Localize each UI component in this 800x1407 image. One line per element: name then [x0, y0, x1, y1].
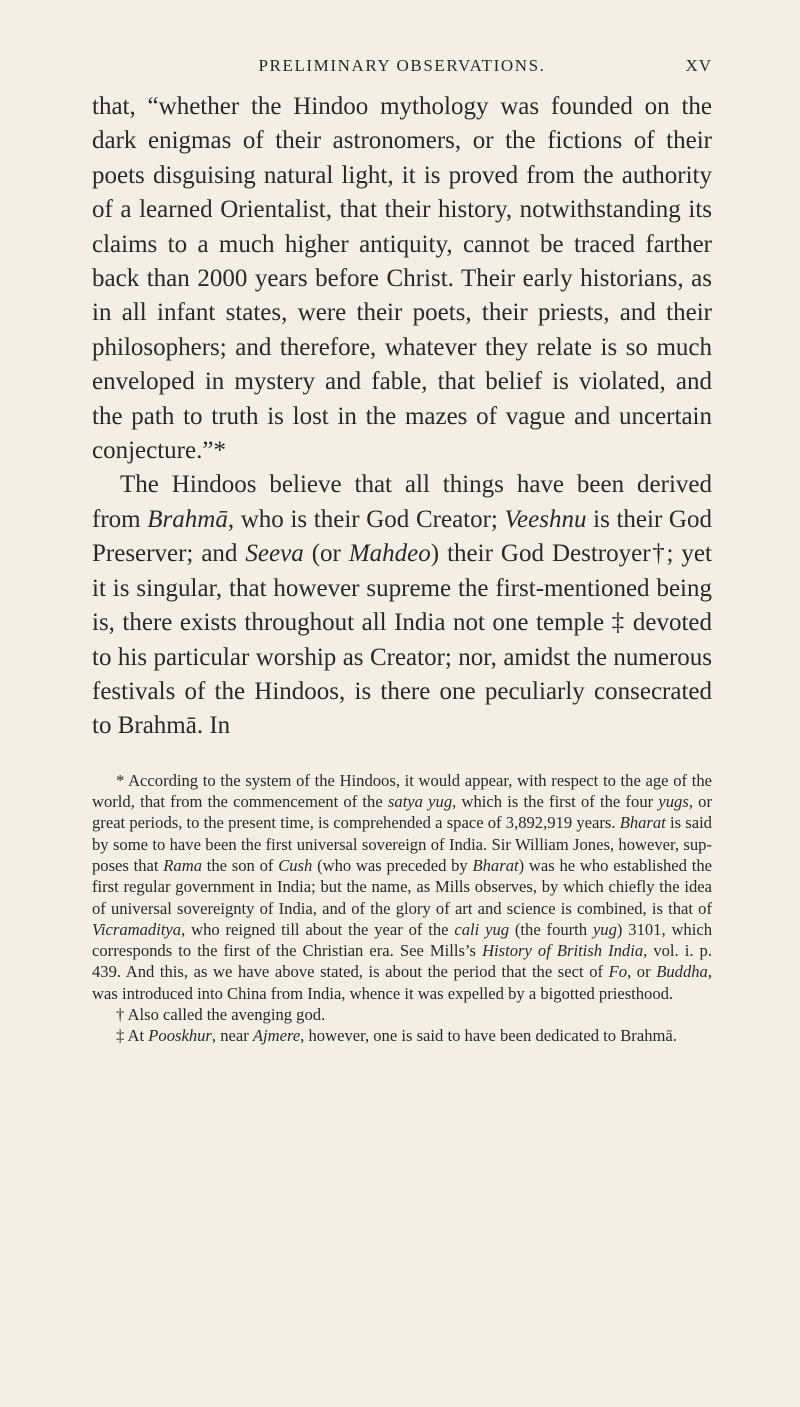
term-mahdeo: Mahdeo: [348, 540, 431, 568]
term-brahma: Brahmā: [147, 505, 228, 533]
body-text: [92, 90, 712, 744]
term-seeva: Seeva: [245, 540, 304, 568]
term-veeshnu: Veeshnu: [504, 505, 587, 533]
page-header: [92, 56, 712, 90]
footnote-gap: [92, 744, 712, 770]
paragraph-2: The Hindoos believe that all things have been derived from Brahmā, who is their God Creator; Veeshnu is their God Preserver; and Seeva (or Mahdeo) their God Destroyer†; yet it is singular, that however supreme the first-mentioned being is, there exists throughout all India not one temple ‡ devoted to his particular worship as Creator; nor, amidst the numerous festivals of the Hindoos, is there one peculiarly consecrated to Brahmā. In: [92, 471, 712, 740]
page-number: XV: [685, 56, 712, 75]
footnote-3: ‡ At Pooskhur, near Ajmere, however, one is said to have been dedicated to Brahmā.: [116, 1026, 677, 1046]
paragraph-1: that, “whether the Hindoo mythology was founded on the dark enigmas of their astronomers, or the fictions of their poets disguising natural light, it is proved from the authority of a learned Orientalist, that their history, notwithstanding its claims to a much higher antiquity, cannot be traced farther back than 2000 years before Christ. Their early historians, as in all infant states, were their poets, their priests, and their philosophers; and therefore, whatever they relate is so much enveloped in mystery and fable, that belief is violated, and the path to truth is lost in the mazes of vague and uncertain conjecture.”*: [92, 93, 712, 465]
footnotes: [92, 770, 712, 1047]
footnote-2: † Also called the avenging god.: [116, 1004, 326, 1024]
running-head: PRELIMINARY OBSERVATIONS.: [258, 56, 546, 75]
footnote-1: * According to the system of the Hindoos, it would appear, with respect to the age of the world, that from the commencement of the satya yug, which is the first of the four yugs, or great periods, to the present time, is comprehended a space of 3,892,919 years. Bharat is said by some to have been the first universal sovereign of India. Sir William Jones, however, supposes that Rama the son of Cush (who was preceded by Bharat) was he who established the first regular government in India; but the name, as Mills observes, by which chiefly the idea of universal sovereignty of India, and of the glory of art and science is combined, is that of Vicramaditya, who reigned till about the year of the cali yug (the fourth yug) 3101, which corresponds to the first of the Christian era. See Mills’s History of British India, vol. i. p. 439. And this, as we have above stated, is about the period that the sect of Fo, or Buddha, was introduced into China from India, whence it was expelled by a bigotted priesthood.: [92, 770, 713, 1003]
